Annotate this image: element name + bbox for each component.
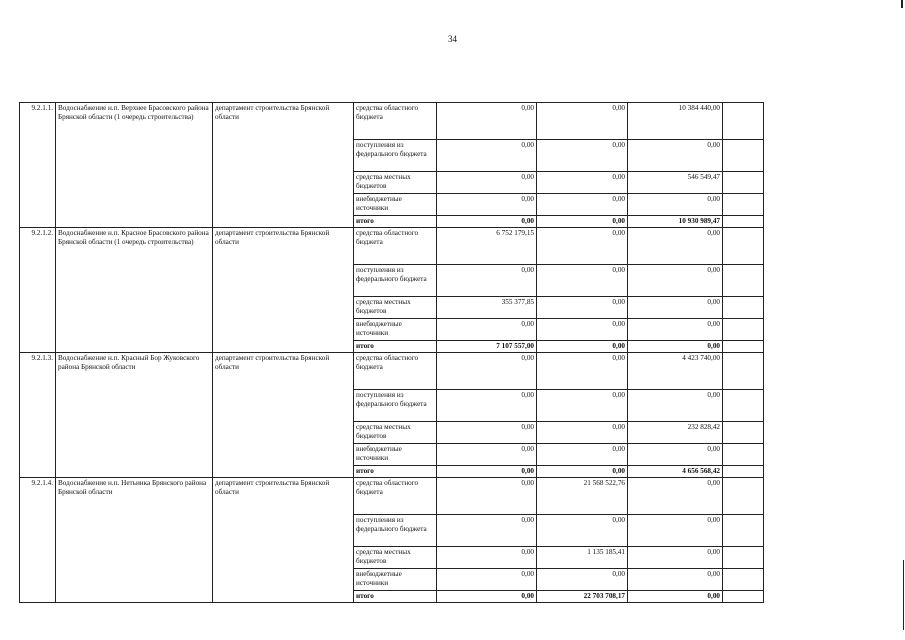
amount-year-2: 0,00 bbox=[537, 172, 628, 194]
empty-cell bbox=[723, 319, 764, 341]
empty-cell bbox=[723, 353, 764, 390]
item-executor: департамент строительства Брянской области bbox=[213, 478, 354, 603]
amount-year-3: 0,00 bbox=[628, 265, 723, 297]
funding-source: средства областного бюджета bbox=[354, 478, 437, 515]
funding-source: итого bbox=[354, 216, 437, 228]
empty-cell bbox=[723, 172, 764, 194]
page-number: 34 bbox=[448, 34, 457, 44]
amount-year-2: 0,00 bbox=[537, 569, 628, 591]
item-code: 9.2.1.3. bbox=[20, 353, 56, 478]
funding-source: средства местных бюджетов bbox=[354, 297, 437, 319]
empty-cell bbox=[723, 140, 764, 172]
empty-cell bbox=[723, 228, 764, 265]
item-name: Водоснабжение н.п. Красное Брасовского района Брянской области (1 очередь строительства) bbox=[56, 228, 213, 353]
amount-year-1: 0,00 bbox=[437, 216, 537, 228]
amount-year-2: 0,00 bbox=[537, 341, 628, 353]
empty-cell bbox=[723, 478, 764, 515]
funding-source: средства областного бюджета bbox=[354, 228, 437, 265]
amount-year-3: 10 384 440,00 bbox=[628, 103, 723, 140]
table-row bbox=[20, 228, 764, 265]
amount-year-3: 0,00 bbox=[628, 194, 723, 216]
funding-source: средства местных бюджетов bbox=[354, 547, 437, 569]
empty-cell bbox=[723, 444, 764, 466]
amount-year-3: 0,00 bbox=[628, 478, 723, 515]
amount-year-1: 0,00 bbox=[437, 194, 537, 216]
amount-year-2: 0,00 bbox=[537, 194, 628, 216]
amount-year-1: 0,00 bbox=[437, 547, 537, 569]
amount-year-3: 0,00 bbox=[628, 341, 723, 353]
amount-year-1: 0,00 bbox=[437, 591, 537, 603]
empty-cell bbox=[723, 466, 764, 478]
item-name: Водоснабжение н.п. Красный Бор Жуковского района Брянской области bbox=[56, 353, 213, 478]
budget-table bbox=[19, 102, 764, 603]
amount-year-1: 0,00 bbox=[437, 265, 537, 297]
amount-year-3: 4 656 568,42 bbox=[628, 466, 723, 478]
amount-year-1: 0,00 bbox=[437, 390, 537, 422]
item-name: Водоснабжение н.п. Верхнее Брасовского района Брянской области (1 очередь строительства) bbox=[56, 103, 213, 228]
amount-year-1: 0,00 bbox=[437, 478, 537, 515]
amount-year-2: 0,00 bbox=[537, 444, 628, 466]
empty-cell bbox=[723, 422, 764, 444]
funding-source: внебюджетные источники bbox=[354, 444, 437, 466]
item-executor: департамент строительства Брянской области bbox=[213, 228, 354, 353]
amount-year-3: 0,00 bbox=[628, 140, 723, 172]
item-executor: департамент строительства Брянской области bbox=[213, 353, 354, 478]
empty-cell bbox=[723, 547, 764, 569]
funding-source: средства областного бюджета bbox=[354, 103, 437, 140]
funding-source: итого bbox=[354, 341, 437, 353]
amount-year-3: 10 930 989,47 bbox=[628, 216, 723, 228]
amount-year-2: 0,00 bbox=[537, 319, 628, 341]
amount-year-2: 22 703 708,17 bbox=[537, 591, 628, 603]
funding-source: внебюджетные источники bbox=[354, 194, 437, 216]
amount-year-1: 0,00 bbox=[437, 569, 537, 591]
empty-cell bbox=[723, 515, 764, 547]
item-code: 9.2.1.1. bbox=[20, 103, 56, 228]
empty-cell bbox=[723, 265, 764, 297]
scan-edge-mark bbox=[903, 560, 904, 630]
amount-year-3: 0,00 bbox=[628, 591, 723, 603]
funding-source: внебюджетные источники bbox=[354, 319, 437, 341]
amount-year-2: 0,00 bbox=[537, 216, 628, 228]
amount-year-3: 0,00 bbox=[628, 297, 723, 319]
funding-source: средства областного бюджета bbox=[354, 353, 437, 390]
item-executor: департамент строительства Брянской области bbox=[213, 103, 354, 228]
amount-year-1: 0,00 bbox=[437, 172, 537, 194]
table-row bbox=[20, 353, 764, 390]
amount-year-3: 0,00 bbox=[628, 547, 723, 569]
amount-year-1: 6 752 179,15 bbox=[437, 228, 537, 265]
amount-year-3: 0,00 bbox=[628, 228, 723, 265]
empty-cell bbox=[723, 569, 764, 591]
item-name: Водоснабжение н.п. Нетьинка Брянского района Брянской области bbox=[56, 478, 213, 603]
amount-year-2: 0,00 bbox=[537, 422, 628, 444]
amount-year-3: 0,00 bbox=[628, 515, 723, 547]
table-row bbox=[20, 103, 764, 140]
scan-edge-mark bbox=[901, 0, 903, 8]
amount-year-2: 0,00 bbox=[537, 103, 628, 140]
empty-cell bbox=[723, 103, 764, 140]
funding-source: поступления из федерального бюджета bbox=[354, 140, 437, 172]
amount-year-1: 0,00 bbox=[437, 422, 537, 444]
amount-year-2: 0,00 bbox=[537, 390, 628, 422]
amount-year-3: 4 423 740,00 bbox=[628, 353, 723, 390]
table-body bbox=[20, 103, 764, 603]
empty-cell bbox=[723, 216, 764, 228]
funding-source: средства местных бюджетов bbox=[354, 172, 437, 194]
amount-year-2: 0,00 bbox=[537, 466, 628, 478]
funding-source: средства местных бюджетов bbox=[354, 422, 437, 444]
amount-year-1: 0,00 bbox=[437, 444, 537, 466]
amount-year-1: 7 107 557,00 bbox=[437, 341, 537, 353]
funding-source: поступления из федерального бюджета bbox=[354, 265, 437, 297]
amount-year-3: 0,00 bbox=[628, 569, 723, 591]
amount-year-2: 0,00 bbox=[537, 297, 628, 319]
amount-year-2: 0,00 bbox=[537, 265, 628, 297]
item-code: 9.2.1.2. bbox=[20, 228, 56, 353]
table-row bbox=[20, 478, 764, 515]
item-code: 9.2.1.4. bbox=[20, 478, 56, 603]
empty-cell bbox=[723, 390, 764, 422]
funding-source: внебюджетные источники bbox=[354, 569, 437, 591]
funding-source: итого bbox=[354, 466, 437, 478]
funding-source: поступления из федерального бюджета bbox=[354, 390, 437, 422]
amount-year-2: 1 135 185,41 bbox=[537, 547, 628, 569]
amount-year-1: 0,00 bbox=[437, 319, 537, 341]
amount-year-1: 0,00 bbox=[437, 466, 537, 478]
amount-year-1: 0,00 bbox=[437, 353, 537, 390]
amount-year-2: 0,00 bbox=[537, 228, 628, 265]
empty-cell bbox=[723, 591, 764, 603]
amount-year-2: 21 568 522,76 bbox=[537, 478, 628, 515]
empty-cell bbox=[723, 194, 764, 216]
empty-cell bbox=[723, 297, 764, 319]
amount-year-1: 355 377,85 bbox=[437, 297, 537, 319]
funding-source: итого bbox=[354, 591, 437, 603]
amount-year-2: 0,00 bbox=[537, 140, 628, 172]
amount-year-2: 0,00 bbox=[537, 515, 628, 547]
amount-year-1: 0,00 bbox=[437, 140, 537, 172]
empty-cell bbox=[723, 341, 764, 353]
amount-year-2: 0,00 bbox=[537, 353, 628, 390]
amount-year-3: 0,00 bbox=[628, 319, 723, 341]
amount-year-3: 546 549,47 bbox=[628, 172, 723, 194]
amount-year-3: 0,00 bbox=[628, 390, 723, 422]
amount-year-1: 0,00 bbox=[437, 103, 537, 140]
amount-year-3: 232 828,42 bbox=[628, 422, 723, 444]
funding-source: поступления из федерального бюджета bbox=[354, 515, 437, 547]
amount-year-1: 0,00 bbox=[437, 515, 537, 547]
amount-year-3: 0,00 bbox=[628, 444, 723, 466]
